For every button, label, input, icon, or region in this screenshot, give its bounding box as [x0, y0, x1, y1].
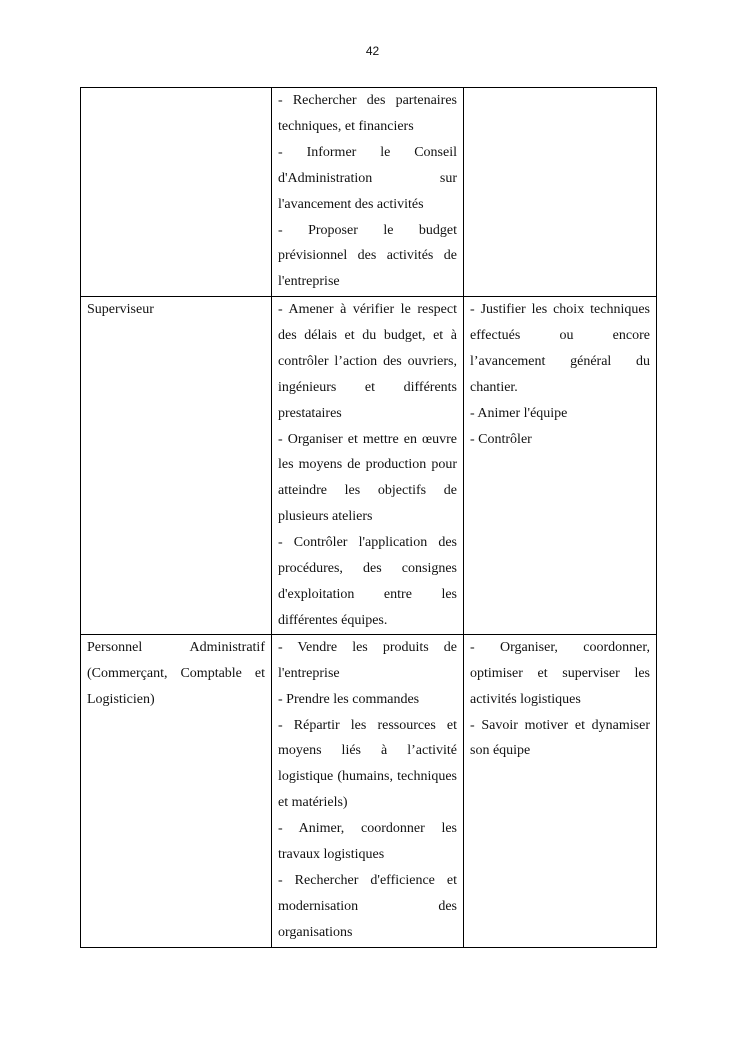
roles-table	[80, 87, 657, 948]
skills-cell	[464, 297, 657, 635]
skill-item: - Contrôler	[470, 431, 532, 447]
tasks-cell	[272, 297, 464, 635]
page-number: 42	[365, 44, 380, 58]
table-row	[81, 88, 657, 297]
role-cell	[81, 297, 272, 635]
task-item: - Animer, coordonner les travaux logistiques	[278, 821, 457, 863]
skill-item: - Justifier les choix techniques effectués ou encore l’avancement général du chantier.	[470, 302, 650, 395]
task-item: - Contrôler l'application des procédures, des consignes d'exploitation entre les différentes équipes.	[278, 535, 457, 628]
table-row	[81, 297, 657, 635]
skill-item: - Organiser, coordonner, optimiser et superviser les activités logistiques	[470, 639, 650, 707]
skills-cell	[464, 634, 657, 947]
table-row	[81, 634, 657, 947]
role-cell	[81, 634, 272, 947]
task-item: - Rechercher des partenaires techniques, et financiers	[278, 93, 457, 134]
role-label: Personnel Administratif (Commerçant, Comptable et Logisticien)	[87, 639, 265, 707]
task-item: - Informer le Conseil d'Administration sur l'avancement des activités	[278, 144, 457, 212]
skill-item: - Savoir motiver et dynamiser son équipe	[470, 717, 650, 759]
task-item: - Amener à vérifier le respect des délais et du budget, et à contrôler l’action des ouvriers, ingénieurs et différents prestataires	[278, 302, 457, 421]
task-item: - Rechercher d'efficience et modernisation des organisations	[278, 872, 457, 940]
task-item: - Organiser et mettre en œuvre les moyens de production pour atteindre les objectifs de plusieurs ateliers	[278, 431, 457, 525]
task-item: - Répartir les ressources et moyens liés à l’activité logistique (humains, techniques et matériels)	[278, 717, 457, 811]
tasks-cell	[272, 88, 464, 297]
task-item: - Prendre les commandes	[278, 691, 420, 707]
skill-item: - Animer l'équipe	[470, 405, 568, 421]
task-item: - Vendre les produits de l'entreprise	[278, 639, 457, 681]
skills-cell	[464, 88, 657, 297]
task-item: - Proposer le budget prévisionnel des activités de l'entreprise	[278, 222, 457, 290]
role-cell	[81, 88, 272, 297]
tasks-cell	[272, 634, 464, 947]
role-label: Superviseur	[87, 302, 154, 317]
